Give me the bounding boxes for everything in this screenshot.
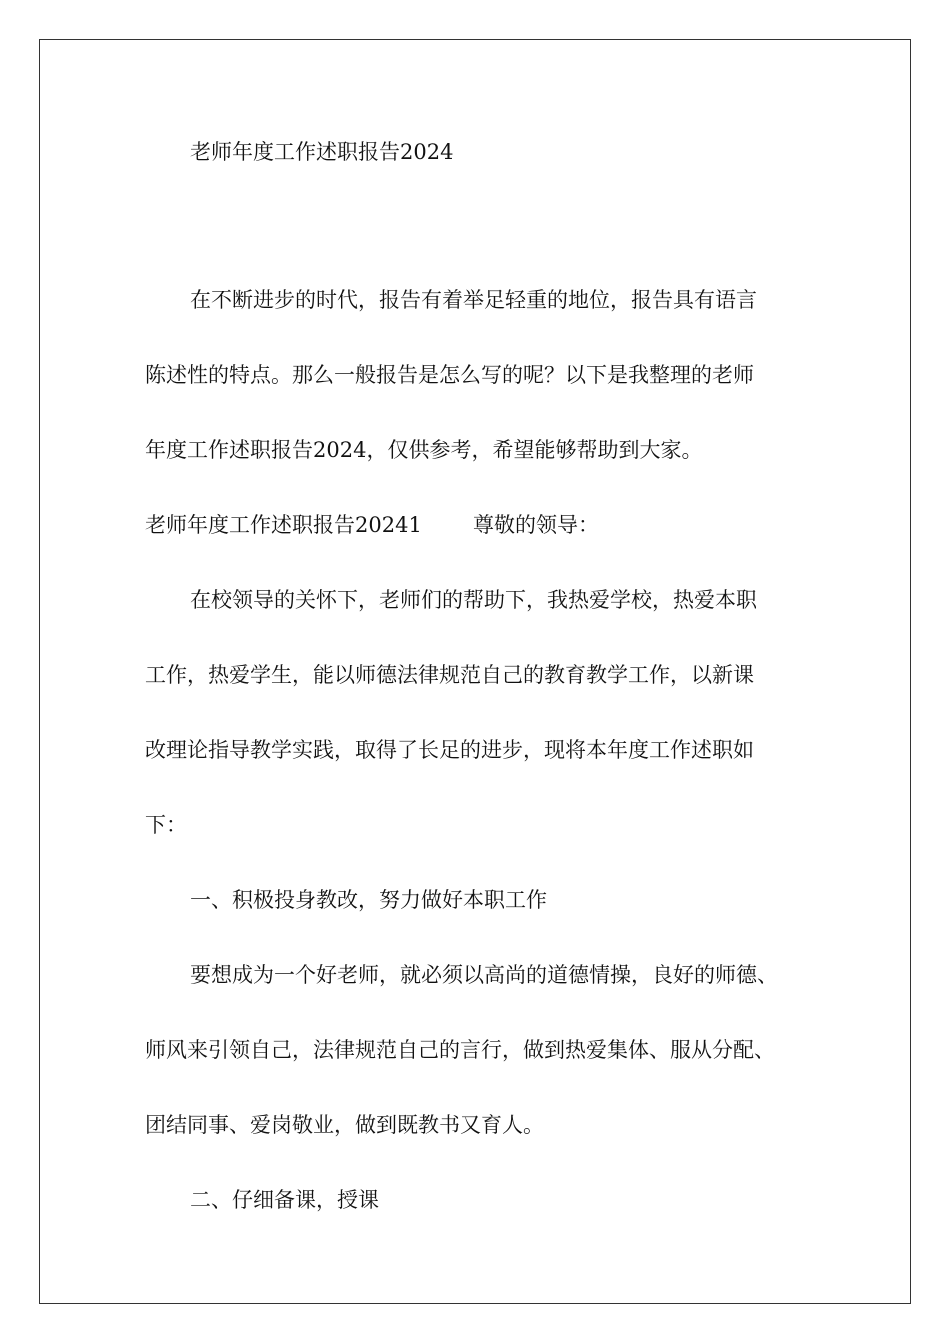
heading-1: 一、积极投身教改，努力做好本职工作 xyxy=(190,888,547,912)
para1-line-2: 工作，热爱学生，能以师德法律规范自己的教育教学工作，以新课 xyxy=(145,663,754,687)
intro-line-3: 年度工作述职报告2024，仅供参考，希望能够帮助到大家。 xyxy=(145,438,703,462)
salutation: 尊敬的领导： xyxy=(473,513,599,537)
para2-line-2: 师风来引领自己，法律规范自己的言行，做到热爱集体、服从分配、 xyxy=(145,1038,775,1062)
para2-line-3: 团结同事、爱岗敬业，做到既教书又育人。 xyxy=(145,1113,544,1137)
document-title: 老师年度工作述职报告2024 xyxy=(190,140,454,164)
para1-line-1: 在校领导的关怀下，老师们的帮助下，我热爱学校，热爱本职 xyxy=(190,588,757,612)
intro-line-1: 在不断进步的时代，报告有着举足轻重的地位，报告具有语言 xyxy=(190,288,757,312)
section-heading: 老师年度工作述职报告20241 xyxy=(145,513,422,537)
para1-line-3: 改理论指导教学实践，取得了长足的进步，现将本年度工作述职如 xyxy=(145,738,754,762)
heading-2: 二、仔细备课，授课 xyxy=(190,1188,379,1212)
para1-line-4: 下： xyxy=(145,813,187,837)
para2-line-1: 要想成为一个好老师，就必须以高尚的道德情操，良好的师德、 xyxy=(190,963,778,987)
intro-line-2: 陈述性的特点。那么一般报告是怎么写的呢？以下是我整理的老师 xyxy=(145,363,754,387)
